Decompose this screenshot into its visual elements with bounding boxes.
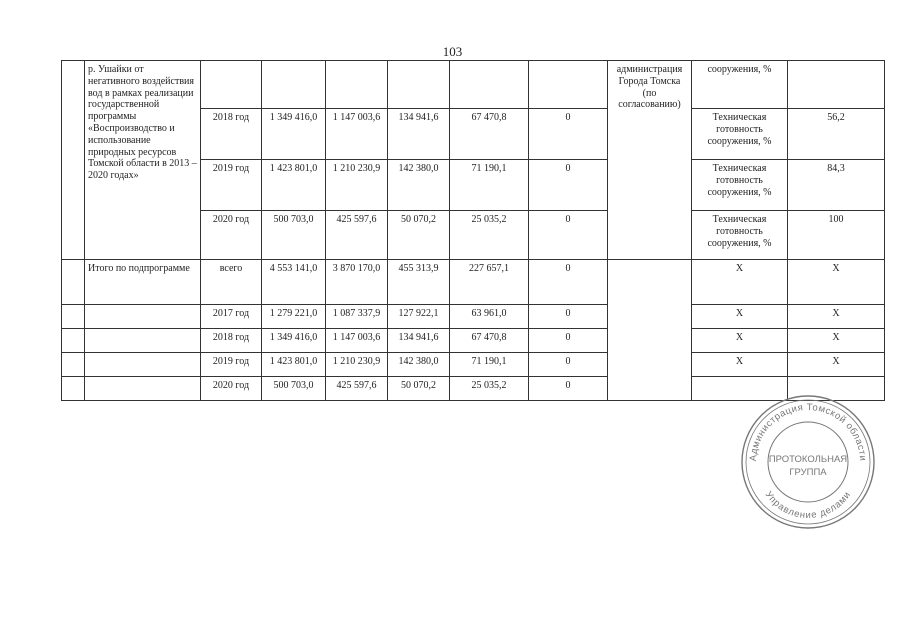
regional-cell: 134 941,6 xyxy=(388,109,450,160)
federal-cell: 1 210 230,9 xyxy=(326,160,388,211)
stamp-center-line2: ГРУППА xyxy=(789,467,827,478)
table-row xyxy=(62,305,885,329)
regional-cell: 50 070,2 xyxy=(388,211,450,260)
local-cell: 63 961,0 xyxy=(450,305,529,329)
label-cell xyxy=(85,377,201,401)
federal-cell: 425 597,6 xyxy=(326,211,388,260)
regional-cell: 142 380,0 xyxy=(388,353,450,377)
number-cell xyxy=(62,61,85,260)
other-cell: 0 xyxy=(529,260,608,305)
total-cell xyxy=(262,61,326,109)
local-cell: 25 035,2 xyxy=(450,211,529,260)
table-row xyxy=(62,260,885,305)
local-cell xyxy=(450,61,529,109)
local-cell: 71 190,1 xyxy=(450,160,529,211)
number-cell xyxy=(62,353,85,377)
label-cell xyxy=(85,329,201,353)
indicator-value-cell: 84,3 xyxy=(788,160,885,211)
period-cell xyxy=(201,61,262,109)
regional-cell: 50 070,2 xyxy=(388,377,450,401)
local-cell: 67 470,8 xyxy=(450,329,529,353)
total-cell: 1 279 221,0 xyxy=(262,305,326,329)
indicator-cell: Х xyxy=(692,329,788,353)
other-cell: 0 xyxy=(529,160,608,211)
indicator-value-cell: Х xyxy=(788,260,885,305)
indicator-value-cell: 56,2 xyxy=(788,109,885,160)
regional-cell xyxy=(388,61,450,109)
indicator-value-cell: Х xyxy=(788,305,885,329)
other-cell: 0 xyxy=(529,109,608,160)
federal-cell: 1 210 230,9 xyxy=(326,353,388,377)
number-cell xyxy=(62,305,85,329)
period-cell: 2020 год xyxy=(201,211,262,260)
total-cell: 4 553 141,0 xyxy=(262,260,326,305)
indicator-cell: сооружения, % xyxy=(692,61,788,109)
other-cell: 0 xyxy=(529,329,608,353)
indicator-value-cell: Х xyxy=(788,353,885,377)
other-cell xyxy=(529,61,608,109)
label-cell xyxy=(85,353,201,377)
event-name-cell: р. Ушайки от негативного воздействия вод в рамках реализации государственной программы «Воспроизводство и использование природных ресурсов Томской области в 2013 – 2020 годах» xyxy=(85,61,201,260)
indicator-value-cell xyxy=(788,61,885,109)
table-row xyxy=(62,353,885,377)
period-cell: всего xyxy=(201,260,262,305)
regional-cell: 134 941,6 xyxy=(388,329,450,353)
number-cell xyxy=(62,377,85,401)
other-cell: 0 xyxy=(529,377,608,401)
executor-cell xyxy=(608,260,692,401)
executor-cell: администрация Города Томска (по согласованию) xyxy=(608,61,692,260)
stamp-outer-bottom: Управление делами xyxy=(762,489,854,522)
local-cell: 67 470,8 xyxy=(450,109,529,160)
local-cell: 227 657,1 xyxy=(450,260,529,305)
period-cell: 2019 год xyxy=(201,160,262,211)
federal-cell: 1 147 003,6 xyxy=(326,329,388,353)
indicator-cell: Х xyxy=(692,305,788,329)
total-cell: 1 423 801,0 xyxy=(262,353,326,377)
number-cell xyxy=(62,329,85,353)
page-number: 103 xyxy=(442,44,463,59)
federal-cell xyxy=(326,61,388,109)
local-cell: 25 035,2 xyxy=(450,377,529,401)
other-cell: 0 xyxy=(529,211,608,260)
stamp-center-line1: ПРОТОКОЛЬНАЯ xyxy=(768,454,848,465)
period-cell: 2019 год xyxy=(201,353,262,377)
indicator-cell: Х xyxy=(692,260,788,305)
indicator-cell: Техническая готовность сооружения, % xyxy=(692,160,788,211)
regional-cell: 127 922,1 xyxy=(388,305,450,329)
total-cell: 500 703,0 xyxy=(262,377,326,401)
label-cell xyxy=(85,305,201,329)
federal-cell: 1 147 003,6 xyxy=(326,109,388,160)
regional-cell: 142 380,0 xyxy=(388,160,450,211)
other-cell: 0 xyxy=(529,305,608,329)
official-stamp xyxy=(738,392,878,532)
period-cell: 2017 год xyxy=(201,305,262,329)
indicator-value-cell: 100 xyxy=(788,211,885,260)
svg-text:Управление делами xyxy=(763,489,854,521)
period-cell: 2020 год xyxy=(201,377,262,401)
total-cell: 500 703,0 xyxy=(262,211,326,260)
regional-cell: 455 313,9 xyxy=(388,260,450,305)
total-cell: 1 349 416,0 xyxy=(262,329,326,353)
federal-cell: 1 087 337,9 xyxy=(326,305,388,329)
total-cell: 1 349 416,0 xyxy=(262,109,326,160)
federal-cell: 425 597,6 xyxy=(326,377,388,401)
period-cell: 2018 год xyxy=(201,109,262,160)
number-cell xyxy=(62,260,85,305)
table-row xyxy=(62,329,885,353)
other-cell: 0 xyxy=(529,353,608,377)
total-label-cell: Итого по подпрограмме xyxy=(85,260,201,305)
stamp-outer-top: Администрация Томской области xyxy=(747,401,869,462)
period-cell: 2018 год xyxy=(201,329,262,353)
indicator-value-cell: Х xyxy=(788,329,885,353)
budget-table xyxy=(61,60,885,401)
indicator-cell: Х xyxy=(692,353,788,377)
total-cell: 1 423 801,0 xyxy=(262,160,326,211)
indicator-cell: Техническая готовность сооружения, % xyxy=(692,211,788,260)
indicator-cell: Техническая готовность сооружения, % xyxy=(692,109,788,160)
local-cell: 71 190,1 xyxy=(450,353,529,377)
federal-cell: 3 870 170,0 xyxy=(326,260,388,305)
